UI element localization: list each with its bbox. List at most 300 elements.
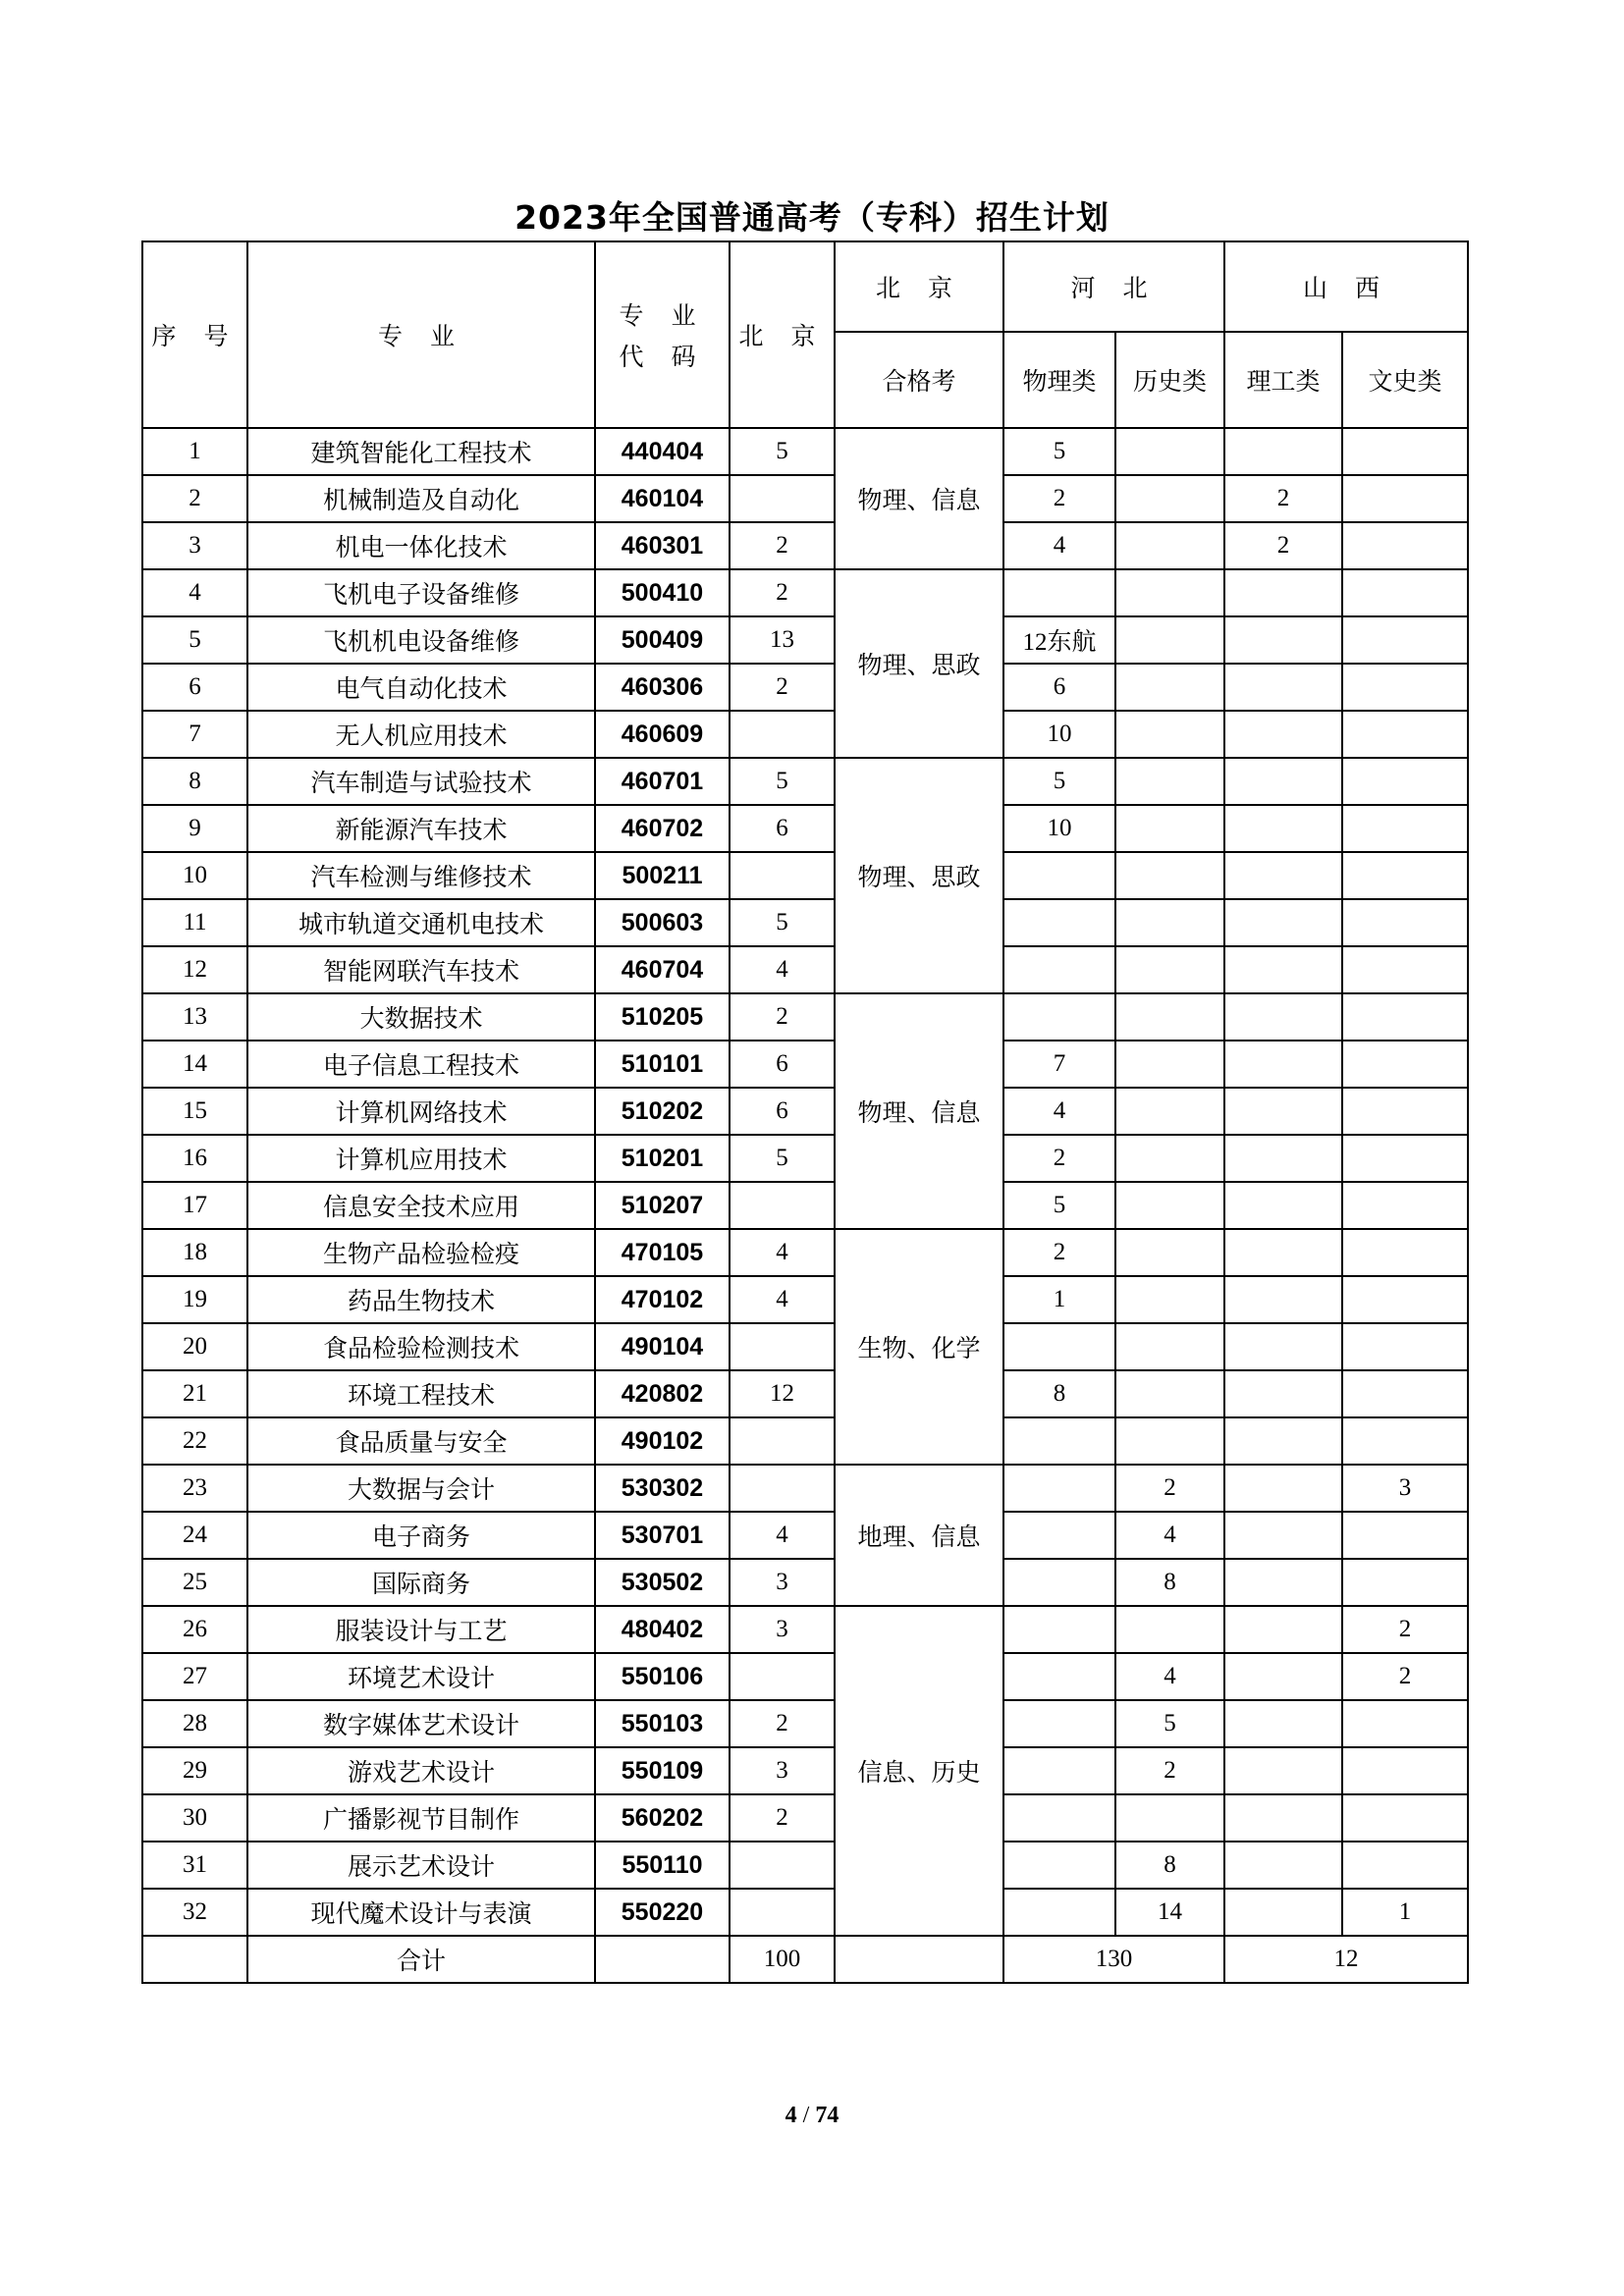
table-row (142, 1323, 1468, 1370)
row-beijing: 2 (730, 1794, 835, 1842)
row-hebei-physics (1003, 1747, 1115, 1794)
row-seq: 18 (142, 1229, 247, 1276)
row-seq: 10 (142, 852, 247, 899)
row-code: 440404 (595, 428, 730, 475)
row-hebei-history: 2 (1115, 1465, 1224, 1512)
row-shanxi-science (1224, 899, 1342, 946)
row-hebei-physics (1003, 1794, 1115, 1842)
row-beijing (730, 711, 835, 758)
row-major: 展示艺术设计 (247, 1842, 595, 1889)
total-qualifying-cell (835, 1936, 1003, 1983)
row-hebei-history (1115, 899, 1224, 946)
row-major: 汽车制造与试验技术 (247, 758, 595, 805)
row-hebei-physics: 5 (1003, 428, 1115, 475)
row-shanxi-science (1224, 1041, 1342, 1088)
row-hebei-physics (1003, 852, 1115, 899)
row-shanxi-liberal-arts (1342, 664, 1468, 711)
row-code: 500410 (595, 569, 730, 616)
row-major: 生物产品检验检疫 (247, 1229, 595, 1276)
row-hebei-history (1115, 1794, 1224, 1842)
row-shanxi-science (1224, 993, 1342, 1041)
table-row (142, 1747, 1468, 1794)
row-hebei-history (1115, 1229, 1224, 1276)
row-beijing (730, 852, 835, 899)
row-major: 环境工程技术 (247, 1370, 595, 1417)
table-row (142, 1182, 1468, 1229)
row-shanxi-science (1224, 1182, 1342, 1229)
row-hebei-physics: 2 (1003, 1229, 1115, 1276)
row-beijing (730, 1182, 835, 1229)
header-code-line1: 专 业 (619, 301, 706, 330)
row-seq: 17 (142, 1182, 247, 1229)
row-subject-requirement: 地理、信息 (835, 1465, 1003, 1606)
row-beijing: 2 (730, 664, 835, 711)
row-shanxi-science (1224, 1842, 1342, 1889)
row-hebei-physics: 4 (1003, 1088, 1115, 1135)
row-shanxi-science (1224, 569, 1342, 616)
row-seq: 9 (142, 805, 247, 852)
row-seq: 29 (142, 1747, 247, 1794)
row-shanxi-liberal-arts (1342, 1370, 1468, 1417)
table-row (142, 946, 1468, 993)
row-shanxi-science: 2 (1224, 475, 1342, 522)
row-shanxi-science (1224, 616, 1342, 664)
row-shanxi-liberal-arts (1342, 758, 1468, 805)
row-shanxi-liberal-arts (1342, 1041, 1468, 1088)
row-code: 480402 (595, 1606, 730, 1653)
row-seq: 20 (142, 1323, 247, 1370)
table-row (142, 1606, 1468, 1653)
row-beijing: 2 (730, 993, 835, 1041)
row-hebei-physics (1003, 899, 1115, 946)
header-shanxi-science: 理工类 (1224, 332, 1342, 428)
row-shanxi-science (1224, 1229, 1342, 1276)
total-row (142, 1936, 1468, 1983)
table-row (142, 428, 1468, 475)
row-hebei-history (1115, 805, 1224, 852)
row-code: 510202 (595, 1088, 730, 1135)
row-code: 510201 (595, 1135, 730, 1182)
row-major: 飞机机电设备维修 (247, 616, 595, 664)
row-shanxi-liberal-arts (1342, 475, 1468, 522)
current-page: 4 (785, 2103, 797, 2128)
row-beijing: 5 (730, 758, 835, 805)
row-shanxi-science (1224, 1653, 1342, 1700)
row-shanxi-science (1224, 1512, 1342, 1559)
row-hebei-physics (1003, 946, 1115, 993)
table-row (142, 1842, 1468, 1889)
header-beijing: 北 京 (730, 241, 835, 428)
total-hebei: 130 (1003, 1936, 1224, 1983)
row-major: 机电一体化技术 (247, 522, 595, 569)
row-beijing: 5 (730, 899, 835, 946)
table-row (142, 664, 1468, 711)
row-hebei-history (1115, 1135, 1224, 1182)
row-code: 550103 (595, 1700, 730, 1747)
table-row (142, 616, 1468, 664)
table-row (142, 758, 1468, 805)
row-hebei-history (1115, 522, 1224, 569)
row-shanxi-science (1224, 1700, 1342, 1747)
row-major: 广播影视节目制作 (247, 1794, 595, 1842)
table-row (142, 1700, 1468, 1747)
row-major: 信息安全技术应用 (247, 1182, 595, 1229)
row-major: 智能网联汽车技术 (247, 946, 595, 993)
row-hebei-physics (1003, 1559, 1115, 1606)
row-major: 服装设计与工艺 (247, 1606, 595, 1653)
row-seq: 11 (142, 899, 247, 946)
table-row (142, 899, 1468, 946)
row-hebei-history (1115, 664, 1224, 711)
row-shanxi-liberal-arts (1342, 805, 1468, 852)
row-hebei-physics (1003, 1700, 1115, 1747)
total-code-cell (595, 1936, 730, 1983)
row-code: 460306 (595, 664, 730, 711)
table-row (142, 711, 1468, 758)
row-code: 550106 (595, 1653, 730, 1700)
row-hebei-physics (1003, 1842, 1115, 1889)
row-beijing: 5 (730, 1135, 835, 1182)
row-beijing (730, 1889, 835, 1936)
row-hebei-physics: 2 (1003, 1135, 1115, 1182)
row-beijing: 3 (730, 1559, 835, 1606)
table-row (142, 522, 1468, 569)
row-code: 490102 (595, 1417, 730, 1465)
row-shanxi-science: 2 (1224, 522, 1342, 569)
row-hebei-physics: 1 (1003, 1276, 1115, 1323)
row-beijing: 2 (730, 1700, 835, 1747)
row-hebei-physics (1003, 993, 1115, 1041)
row-hebei-history (1115, 1323, 1224, 1370)
row-beijing (730, 1417, 835, 1465)
row-shanxi-science (1224, 1889, 1342, 1936)
row-shanxi-liberal-arts (1342, 1088, 1468, 1135)
row-shanxi-liberal-arts (1342, 711, 1468, 758)
row-seq: 26 (142, 1606, 247, 1653)
header-hebei-group: 河 北 (1003, 241, 1224, 332)
table-row (142, 475, 1468, 522)
table-row (142, 1794, 1468, 1842)
row-seq: 8 (142, 758, 247, 805)
row-major: 计算机网络技术 (247, 1088, 595, 1135)
table-row (142, 1559, 1468, 1606)
row-code: 470102 (595, 1276, 730, 1323)
table-row (142, 1229, 1468, 1276)
row-shanxi-liberal-arts (1342, 1794, 1468, 1842)
row-seq: 22 (142, 1417, 247, 1465)
row-major: 飞机电子设备维修 (247, 569, 595, 616)
row-seq: 21 (142, 1370, 247, 1417)
table-row (142, 1088, 1468, 1135)
row-hebei-physics (1003, 1653, 1115, 1700)
row-code: 500409 (595, 616, 730, 664)
row-hebei-history: 8 (1115, 1842, 1224, 1889)
row-hebei-history: 4 (1115, 1653, 1224, 1700)
row-hebei-history (1115, 1417, 1224, 1465)
row-major: 电子信息工程技术 (247, 1041, 595, 1088)
row-code: 460609 (595, 711, 730, 758)
row-code: 500211 (595, 852, 730, 899)
row-hebei-physics (1003, 1323, 1115, 1370)
row-beijing: 6 (730, 1041, 835, 1088)
row-code: 420802 (595, 1370, 730, 1417)
row-beijing (730, 475, 835, 522)
row-seq: 13 (142, 993, 247, 1041)
row-seq: 14 (142, 1041, 247, 1088)
row-hebei-history (1115, 616, 1224, 664)
row-shanxi-science (1224, 946, 1342, 993)
row-hebei-history (1115, 711, 1224, 758)
row-code: 470105 (595, 1229, 730, 1276)
row-shanxi-liberal-arts (1342, 1512, 1468, 1559)
row-seq: 19 (142, 1276, 247, 1323)
row-code: 550109 (595, 1747, 730, 1794)
row-code: 530701 (595, 1512, 730, 1559)
row-beijing (730, 1842, 835, 1889)
row-major: 食品检验检测技术 (247, 1323, 595, 1370)
row-shanxi-science (1224, 1606, 1342, 1653)
table-row (142, 993, 1468, 1041)
row-shanxi-science (1224, 852, 1342, 899)
row-shanxi-science (1224, 664, 1342, 711)
table-row (142, 1417, 1468, 1465)
header-hebei-history: 历史类 (1115, 332, 1224, 428)
row-subject-requirement: 信息、历史 (835, 1606, 1003, 1936)
row-major: 环境艺术设计 (247, 1653, 595, 1700)
row-shanxi-liberal-arts (1342, 1229, 1468, 1276)
row-major: 城市轨道交通机电技术 (247, 899, 595, 946)
row-code: 560202 (595, 1794, 730, 1842)
row-major: 游戏艺术设计 (247, 1747, 595, 1794)
row-hebei-physics: 5 (1003, 758, 1115, 805)
row-code: 500603 (595, 899, 730, 946)
table-row (142, 1370, 1468, 1417)
row-shanxi-liberal-arts (1342, 1182, 1468, 1229)
row-seq: 15 (142, 1088, 247, 1135)
row-seq: 31 (142, 1842, 247, 1889)
header-hebei-physics: 物理类 (1003, 332, 1115, 428)
table-body (142, 428, 1468, 1936)
enrollment-plan-table (141, 240, 1469, 1984)
table-row (142, 805, 1468, 852)
header-code-line2: 代 码 (619, 343, 706, 371)
row-beijing: 2 (730, 569, 835, 616)
row-shanxi-liberal-arts (1342, 616, 1468, 664)
row-beijing: 3 (730, 1747, 835, 1794)
total-seq-cell (142, 1936, 247, 1983)
row-beijing: 5 (730, 428, 835, 475)
row-code: 460701 (595, 758, 730, 805)
row-seq: 3 (142, 522, 247, 569)
row-subject-requirement: 物理、信息 (835, 993, 1003, 1229)
row-shanxi-liberal-arts (1342, 1747, 1468, 1794)
row-subject-requirement: 物理、思政 (835, 758, 1003, 993)
table-row (142, 1889, 1468, 1936)
header-beijing-group: 北 京 (835, 241, 1003, 332)
row-code: 530502 (595, 1559, 730, 1606)
row-hebei-history (1115, 428, 1224, 475)
row-code: 460704 (595, 946, 730, 993)
row-hebei-history: 8 (1115, 1559, 1224, 1606)
total-pages: 74 (815, 2103, 839, 2128)
row-hebei-physics (1003, 569, 1115, 616)
header-beijing-qualifying: 合格考 (835, 332, 1003, 428)
row-hebei-physics: 10 (1003, 711, 1115, 758)
table-row (142, 1653, 1468, 1700)
row-shanxi-science (1224, 758, 1342, 805)
row-seq: 28 (142, 1700, 247, 1747)
row-beijing: 12 (730, 1370, 835, 1417)
row-major: 建筑智能化工程技术 (247, 428, 595, 475)
row-beijing: 6 (730, 1088, 835, 1135)
row-shanxi-science (1224, 1465, 1342, 1512)
row-subject-requirement: 物理、信息 (835, 428, 1003, 569)
row-shanxi-science (1224, 1794, 1342, 1842)
row-major: 数字媒体艺术设计 (247, 1700, 595, 1747)
row-shanxi-science (1224, 1135, 1342, 1182)
row-seq: 12 (142, 946, 247, 993)
row-major: 国际商务 (247, 1559, 595, 1606)
row-beijing (730, 1323, 835, 1370)
row-shanxi-science (1224, 1370, 1342, 1417)
row-hebei-history (1115, 758, 1224, 805)
row-shanxi-liberal-arts (1342, 1323, 1468, 1370)
row-code: 530302 (595, 1465, 730, 1512)
row-hebei-history (1115, 852, 1224, 899)
row-hebei-history (1115, 1606, 1224, 1653)
row-hebei-physics: 10 (1003, 805, 1115, 852)
row-hebei-physics (1003, 1889, 1115, 1936)
row-shanxi-science (1224, 711, 1342, 758)
row-hebei-physics: 4 (1003, 522, 1115, 569)
row-seq: 23 (142, 1465, 247, 1512)
row-shanxi-science (1224, 1747, 1342, 1794)
row-shanxi-liberal-arts (1342, 522, 1468, 569)
row-shanxi-liberal-arts (1342, 1276, 1468, 1323)
row-hebei-physics (1003, 1512, 1115, 1559)
total-shanxi: 12 (1224, 1936, 1468, 1983)
row-shanxi-liberal-arts: 2 (1342, 1606, 1468, 1653)
row-beijing (730, 1653, 835, 1700)
header-major: 专 业 (247, 241, 595, 428)
row-seq: 24 (142, 1512, 247, 1559)
row-shanxi-science (1224, 428, 1342, 475)
row-beijing: 3 (730, 1606, 835, 1653)
document-title: 2023年全国普通高考（专科）招生计划 (514, 198, 1110, 237)
row-shanxi-liberal-arts (1342, 993, 1468, 1041)
page-number (0, 2103, 1624, 2129)
row-shanxi-liberal-arts (1342, 1135, 1468, 1182)
row-hebei-physics: 8 (1003, 1370, 1115, 1417)
row-hebei-physics (1003, 1465, 1115, 1512)
table-row (142, 1276, 1468, 1323)
row-hebei-history (1115, 1370, 1224, 1417)
row-major: 无人机应用技术 (247, 711, 595, 758)
row-major: 大数据与会计 (247, 1465, 595, 1512)
row-hebei-physics: 5 (1003, 1182, 1115, 1229)
row-beijing: 4 (730, 1229, 835, 1276)
row-beijing: 6 (730, 805, 835, 852)
row-shanxi-liberal-arts (1342, 428, 1468, 475)
row-beijing: 4 (730, 946, 835, 993)
row-hebei-physics: 6 (1003, 664, 1115, 711)
total-beijing: 100 (730, 1936, 835, 1983)
row-hebei-physics: 7 (1003, 1041, 1115, 1088)
row-code: 460104 (595, 475, 730, 522)
row-hebei-history (1115, 946, 1224, 993)
row-seq: 16 (142, 1135, 247, 1182)
row-code: 460301 (595, 522, 730, 569)
row-beijing: 4 (730, 1512, 835, 1559)
page-separator: / (802, 2103, 810, 2128)
table-row (142, 1465, 1468, 1512)
row-seq: 5 (142, 616, 247, 664)
row-major: 食品质量与安全 (247, 1417, 595, 1465)
row-hebei-history: 14 (1115, 1889, 1224, 1936)
row-hebei-history (1115, 475, 1224, 522)
table-row (142, 569, 1468, 616)
row-seq: 2 (142, 475, 247, 522)
header-shanxi-liberal-arts: 文史类 (1342, 332, 1468, 428)
row-shanxi-liberal-arts (1342, 946, 1468, 993)
row-seq: 1 (142, 428, 247, 475)
row-hebei-physics (1003, 1417, 1115, 1465)
row-seq: 30 (142, 1794, 247, 1842)
row-major: 现代魔术设计与表演 (247, 1889, 595, 1936)
row-major: 药品生物技术 (247, 1276, 595, 1323)
row-beijing: 13 (730, 616, 835, 664)
row-hebei-history (1115, 569, 1224, 616)
row-major: 新能源汽车技术 (247, 805, 595, 852)
row-subject-requirement: 生物、化学 (835, 1229, 1003, 1465)
row-code: 510101 (595, 1041, 730, 1088)
header-code (595, 241, 730, 428)
row-shanxi-science (1224, 1559, 1342, 1606)
row-code: 550220 (595, 1889, 730, 1936)
row-shanxi-liberal-arts (1342, 569, 1468, 616)
row-hebei-history (1115, 1276, 1224, 1323)
row-major: 电子商务 (247, 1512, 595, 1559)
row-hebei-history (1115, 1088, 1224, 1135)
row-shanxi-liberal-arts: 2 (1342, 1653, 1468, 1700)
row-beijing: 4 (730, 1276, 835, 1323)
row-hebei-history (1115, 1182, 1224, 1229)
row-code: 550110 (595, 1842, 730, 1889)
table-row (142, 1512, 1468, 1559)
row-shanxi-liberal-arts (1342, 1559, 1468, 1606)
row-shanxi-liberal-arts (1342, 1842, 1468, 1889)
row-shanxi-liberal-arts: 1 (1342, 1889, 1468, 1936)
row-hebei-history: 5 (1115, 1700, 1224, 1747)
row-shanxi-liberal-arts (1342, 1417, 1468, 1465)
row-code: 490104 (595, 1323, 730, 1370)
row-seq: 32 (142, 1889, 247, 1936)
row-shanxi-science (1224, 805, 1342, 852)
row-seq: 7 (142, 711, 247, 758)
row-shanxi-science (1224, 1276, 1342, 1323)
row-shanxi-liberal-arts (1342, 899, 1468, 946)
row-major: 计算机应用技术 (247, 1135, 595, 1182)
row-shanxi-liberal-arts (1342, 852, 1468, 899)
table-row (142, 1041, 1468, 1088)
total-label: 合计 (247, 1936, 595, 1983)
row-code: 510207 (595, 1182, 730, 1229)
row-code: 460702 (595, 805, 730, 852)
row-seq: 6 (142, 664, 247, 711)
row-hebei-history: 2 (1115, 1747, 1224, 1794)
row-major: 机械制造及自动化 (247, 475, 595, 522)
row-hebei-physics: 2 (1003, 475, 1115, 522)
